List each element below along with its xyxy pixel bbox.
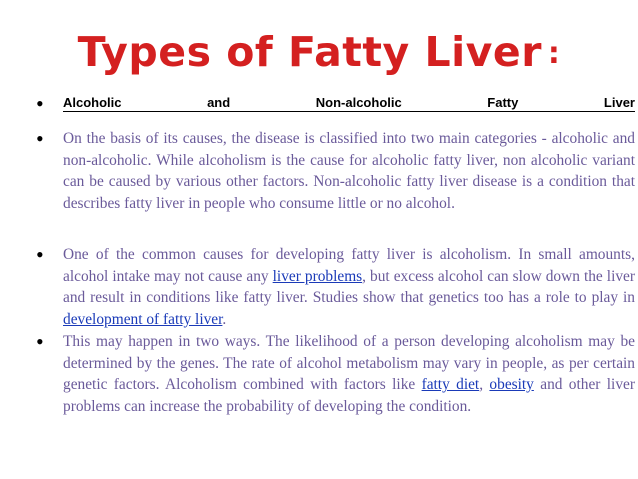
title-colon: :	[547, 36, 561, 71]
bullet-paragraph	[63, 244, 635, 330]
paragraph-text: One of the common causes for developing fatty liver is alcoholism. In small amounts, alcohol intake may not cause any	[63, 246, 635, 285]
title-text: Types of Fatty Liver	[77, 28, 542, 76]
paragraph-text: .	[222, 310, 227, 328]
heading-word: Alcoholic	[63, 95, 122, 110]
fatty-diet-link[interactable]: fatty diet	[421, 376, 480, 394]
paragraph-text: and other liver problems can increase the probability of developing the condition.	[63, 376, 635, 415]
heading-word: Fatty	[487, 95, 519, 110]
bullet-paragraph: On the basis of its causes, the disease is classified into two main categories - alcoholic and non-alcoholic. While alcoholism is the cause for alcoholic fatty liver, non alcoholic variant can be caused by various other factors. Non-alcoholic fatty liver disease is a condition that describes fatty liver in people who consume little or no alcohol.	[63, 130, 635, 212]
bullet-icon: •	[36, 126, 44, 151]
bullet-icon: •	[36, 329, 44, 354]
paragraph-text: , but excess alcohol can slow down the liver and result in conditions like fatty liver. Studies show that genetics too has a role to play in	[63, 267, 635, 307]
liver-problems-link[interactable]: liver problems	[272, 267, 363, 285]
slide-title	[0, 28, 638, 76]
heading-word: Non-alcoholic	[315, 95, 402, 110]
heading-bullet-text	[63, 95, 635, 112]
heading-word: Liver	[603, 95, 635, 110]
obesity-link[interactable]: obesity	[489, 376, 534, 394]
paragraph-text: This may happen in two ways. The likelihood of a person developing alcoholism may be determined by the genes. The rate of alcohol metabolism may vary in people, as per certain genetic factors. Alcoholism combined with factors like	[63, 333, 635, 394]
bullet-paragraph	[63, 331, 635, 417]
heading-word: and	[207, 95, 231, 110]
development-of-fatty-liver-link[interactable]: development of fatty liver	[63, 310, 223, 328]
bullet-icon: •	[36, 91, 44, 116]
bullet-icon: •	[36, 242, 44, 267]
paragraph-text: ,	[479, 376, 490, 394]
